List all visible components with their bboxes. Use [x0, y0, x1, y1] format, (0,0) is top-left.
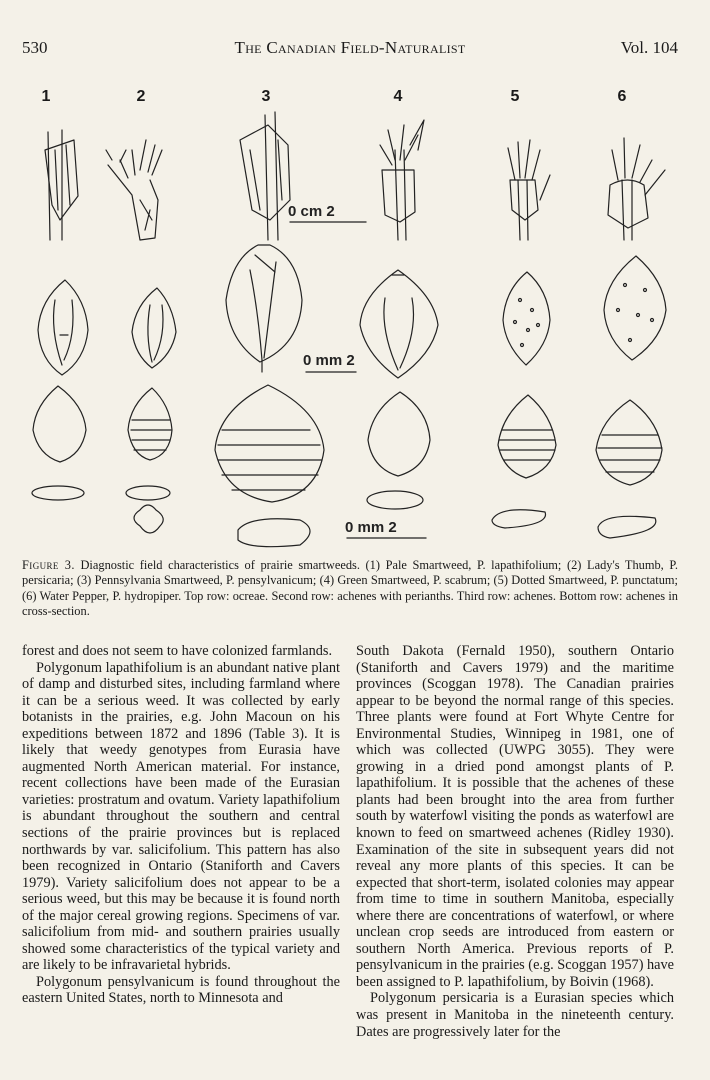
cross-section-2 [126, 486, 170, 500]
scale-mm-1: 0 mm 2 [303, 352, 355, 369]
page-number: 530 [22, 38, 48, 57]
ocrea-5 [508, 140, 550, 240]
column-number: 2 [136, 88, 146, 105]
running-header [22, 38, 678, 60]
column-number: 4 [393, 88, 403, 105]
column-number: 1 [41, 88, 51, 105]
paragraph: forest and does not seem to have colonized farmlands. [22, 643, 333, 659]
achene-perianth-4 [360, 270, 438, 378]
achene-5 [498, 395, 556, 478]
achene-4 [368, 392, 430, 476]
cross-section-2b [134, 505, 163, 533]
achene-1 [33, 386, 86, 462]
paragraph: Polygonum persicaria is a Eurasian species which was present in Manitoba in the nineteenth century. Dates are progressively later for the [356, 990, 674, 1040]
achene-perianth-1 [38, 280, 88, 375]
column-number: 3 [261, 88, 271, 105]
cross-section-1 [32, 486, 84, 500]
ocrea-4 [380, 120, 424, 240]
right-column [356, 643, 674, 1040]
scale-mm-2: 0 mm 2 [345, 519, 397, 536]
ocrea-2 [106, 140, 162, 240]
ocrea-6 [608, 138, 665, 240]
smartweed-illustration [0, 105, 710, 550]
paragraph: South Dakota (Fernald 1950), southern Ontario (Staniforth and Cavers 1979) and the maritime provinces (Scoggan 1978). The Canadian prairies appear to be beyond the normal range of this species. Three plants were found at Fort Whyte Centre for Environmental Studies, Winnipeg in 1981, one of which was collected (UWPG 3055). They were growing in a dried pond amongst plants of P. lapathifolium. It is possible that the achenes of these plants had been brought into the area from further south by waterfowl visiting the ponds as waterfowl are known to feed on smartweed achenes (Ridley 1930). Examination of the site in subsequent years did not reveal any more plants of this species. It can be expected that short-term, isolated colonies may appear from time to time in southern Manitoba, especially where there are concentrations of waterfowl, or where unclean crop seeds are introduced from eastern or southern North America. Previous reports of P. pensylvanicum in the prairies (e.g. Scoggan 1957) have been assigned to P. lapathifolium, by Boivin (1968). [356, 643, 675, 990]
cross-section-4 [367, 491, 423, 509]
caption-label: Figure 3. [22, 558, 75, 572]
paragraph: Polygonum lapathifolium is an abundant native plant of damp and disturbed sites, including farmland where it can be a serious weed. It was collected by early botanists in the prairies, e.g. John Macoun on his expeditions between 1872 and 1896 (Table 3). It is likely that weedy genotypes from Eurasia have augmented North American material. For instance, recent collections have been made of the Eurasian varieties: prostratum and ovatum. Variety lapathifolium is abundant throughout the southern and central sections of the prairie provinces but is replaced northwards by var. salicifolium. This pattern has also been recognized in Ontario (Staniforth and Cavers 1979). Variety salicifolium does not appear to be a serious weed, but this may be because it is found north of the major cereal growing regions. Specimens of var. salicifolium from mid- and southern prairies usually showed some characteristics of the typical variety and are likely to be infravarietal hybrids. [22, 659, 340, 974]
achene-perianth-2 [132, 288, 176, 368]
cross-section-3 [238, 519, 310, 547]
ocrea-3 [240, 112, 290, 240]
achene-3 [215, 385, 324, 502]
cross-section-6 [598, 516, 656, 538]
figure-caption [22, 558, 678, 620]
ocrea-1 [45, 130, 78, 240]
achene-6 [596, 400, 662, 485]
column-number: 6 [617, 88, 627, 105]
cross-section-5 [492, 510, 546, 528]
achene-perianth-3 [226, 245, 302, 372]
left-column [22, 643, 340, 1007]
scale-cm: 0 cm 2 [288, 203, 335, 220]
caption-text: Diagnostic field characteristics of prairie smartweeds. (1) Pale Smartweed, P. lapathifolium; (2) Lady's Thumb, P. persicaria; (3) Pennsylvania Smartweed, P. pensylvanicum; (4) Green Smartweed, P. scabrum; (5) Dotted Smartweed, P. punctatum; (6) Water Pepper, P. hydropiper. Top row: ocreae. Second row: achenes with perianths. Third row: achenes. Bottom row: achenes in cross-section. [22, 558, 678, 619]
achene-2 [128, 388, 172, 460]
achene-perianth-6 [604, 256, 666, 360]
column-number: 5 [510, 88, 520, 105]
journal-title: The Canadian Field-Naturalist [234, 38, 466, 57]
paragraph: Polygonum pensylvanicum is found throughout the eastern United States, north to Minnesota and [22, 973, 340, 1007]
volume-label: Vol. 104 [620, 38, 678, 57]
achene-perianth-5 [503, 272, 550, 365]
